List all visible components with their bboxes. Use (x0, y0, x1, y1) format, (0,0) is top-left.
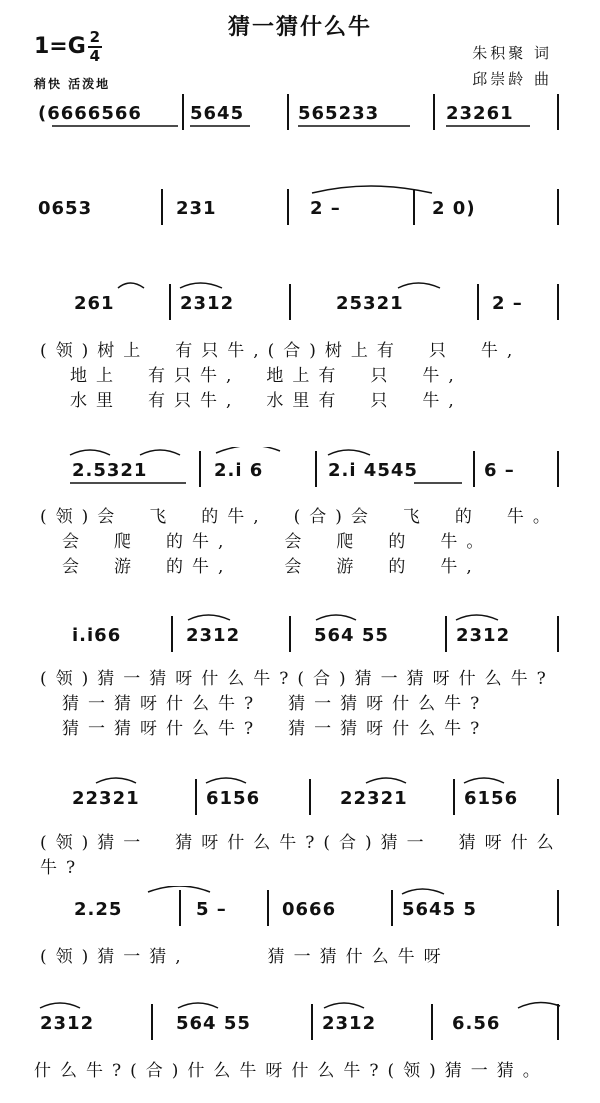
measure: 2 – (492, 293, 523, 314)
lyric-line: 什么牛?(合)什么牛呀什么牛?(领)猜一猜。 (34, 1061, 549, 1081)
measure: 564 55 (314, 625, 389, 646)
measure: 6 – (484, 460, 515, 481)
music-system-3 (0, 280, 600, 324)
measure: i.i66 (72, 625, 122, 646)
key-label: 1=G (34, 34, 86, 59)
measure: 22321 (340, 788, 408, 809)
measure: 2312 (180, 293, 235, 314)
measure: 2.25 (74, 899, 123, 920)
measure: (6666566 (38, 103, 142, 124)
time-numerator: 2 (89, 28, 101, 46)
lyric-line: 水里 有只牛, 水里有 只 牛, (70, 391, 463, 411)
measure: 2 0) (432, 198, 476, 219)
measure: 2312 (322, 1013, 377, 1034)
time-denominator: 4 (89, 47, 101, 65)
measure: 5645 5 (402, 899, 477, 920)
measure: 2312 (40, 1013, 95, 1034)
measure: 2312 (186, 625, 241, 646)
lyric-line: 会 爬 的牛, 会 爬 的 牛。 (62, 532, 493, 552)
composer-credit: 邱崇龄 曲 (472, 70, 552, 88)
lyric-line: 会 游 的牛, 会 游 的 牛, (62, 557, 481, 577)
lyric-line: 猜一猜呀什么牛? 猜一猜呀什么牛? (62, 719, 489, 739)
measure: 6156 (206, 788, 261, 809)
measure: 565233 (298, 103, 380, 124)
lyric-line: 猜一猜呀什么牛? 猜一猜呀什么牛? (62, 694, 489, 714)
key-signature (34, 30, 102, 64)
measure: 5645 (190, 103, 245, 124)
measure: 6.56 (452, 1013, 501, 1034)
measure: 23261 (446, 103, 514, 124)
measure: 2 – (310, 198, 341, 219)
music-system-1 (0, 90, 600, 134)
lyric-line: (领)猜一 猜呀什么牛?(合)猜一 猜呀什么牛? (40, 833, 563, 878)
measure: 6156 (464, 788, 519, 809)
music-system-2 (0, 185, 600, 229)
measure: 261 (74, 293, 115, 314)
song-title: 猜一猜什么牛 (227, 14, 372, 40)
measure: 231 (176, 198, 217, 219)
music-system-6 (0, 775, 600, 819)
music-system-8 (0, 1000, 600, 1044)
time-signature (88, 30, 102, 64)
measure: 25321 (336, 293, 404, 314)
lyric-line: (领)猜一猜呀什么牛?(合)猜一猜呀什么牛? (40, 669, 555, 689)
measure: 0666 (282, 899, 337, 920)
music-system-4 (0, 447, 600, 491)
measure: 564 55 (176, 1013, 251, 1034)
measure: 2.i 4545 (328, 460, 418, 481)
lyric-line: (领)猜一猜, 猜一猜什么牛呀 (40, 947, 450, 967)
measure: 2312 (456, 625, 511, 646)
measure: 5 – (196, 899, 227, 920)
measure: 2.5321 (72, 460, 148, 481)
music-system-5 (0, 612, 600, 656)
lyric-line: 地上 有只牛, 地上有 只 牛, (70, 366, 463, 386)
music-system-7 (0, 886, 600, 930)
measure: 0653 (38, 198, 93, 219)
lyricist-credit: 朱积聚 词 (472, 44, 552, 62)
measure: 2.i 6 (214, 460, 264, 481)
tempo-marking: 稍快 活泼地 (34, 77, 111, 91)
lyric-line: (领)会 飞 的牛, (合)会 飞 的 牛。 (40, 507, 559, 527)
lyric-line: (领)树上 有只牛,(合)树上有 只 牛, (40, 341, 522, 361)
measure: 22321 (72, 788, 140, 809)
